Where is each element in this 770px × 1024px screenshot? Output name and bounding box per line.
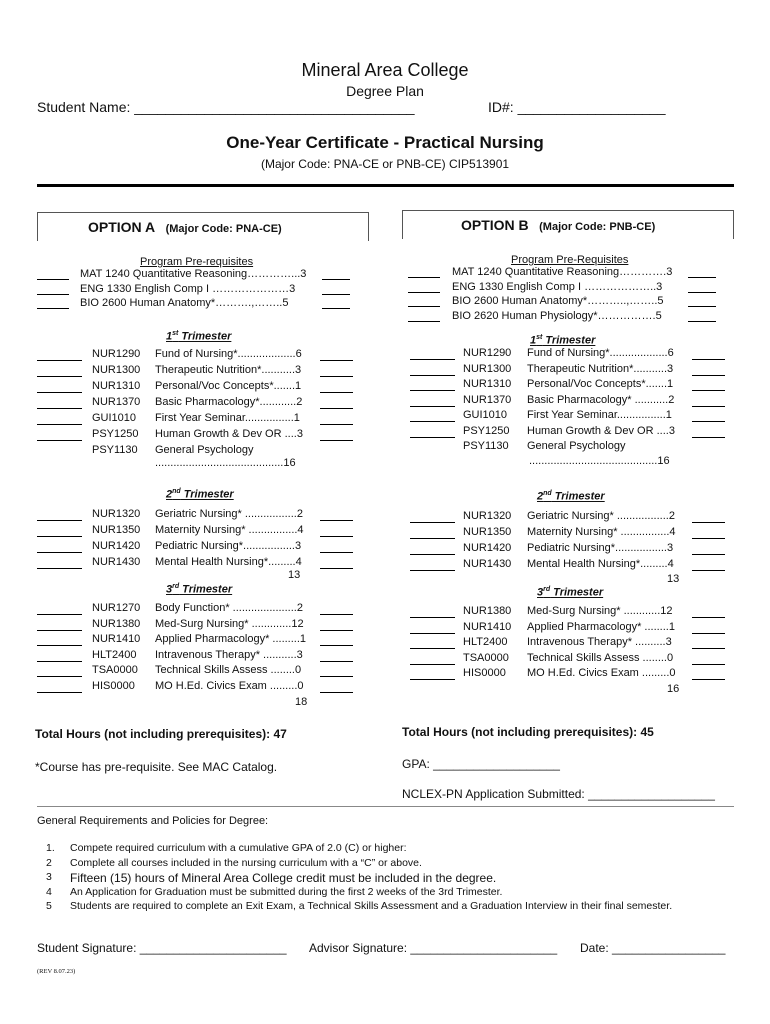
requirements-divider: [37, 806, 734, 807]
advisor-signature-field[interactable]: Advisor Signature: ______________________: [309, 941, 558, 955]
course-check-blank[interactable]: [410, 570, 455, 571]
requirement-number: 5: [46, 900, 52, 912]
course-grade-blank[interactable]: [692, 648, 725, 649]
prereq-line: BIO 2600 Human Anatomy*……….,……..5: [80, 297, 289, 309]
course-code: NUR1420: [92, 540, 141, 552]
option-b-t3-title: 3rd Trimester: [537, 586, 604, 599]
course-name: General Psychology: [155, 444, 254, 456]
option-b-t2-title: 2nd Trimester: [537, 490, 605, 503]
student-signature-field[interactable]: Student Signature: ______________________: [37, 941, 287, 955]
course-check-blank[interactable]: [410, 633, 455, 634]
course-grade-blank[interactable]: [320, 424, 353, 425]
option-a-t2-total: 13: [288, 569, 301, 581]
course-name: Personal/Voc Concepts*.......1: [155, 380, 302, 392]
prereq-line: BIO 2600 Human Anatomy*………..,……..5: [452, 295, 664, 307]
course-check-blank[interactable]: [37, 552, 82, 553]
course-name: Personal/Voc Concepts*.......1: [527, 378, 674, 390]
course-check-blank[interactable]: [37, 424, 82, 425]
course-code: NUR1410: [92, 633, 141, 645]
course-grade-blank[interactable]: [692, 522, 725, 523]
course-grade-blank[interactable]: [320, 552, 353, 553]
student-name-field[interactable]: Student Name: ____________________________________: [37, 99, 415, 115]
course-check-blank[interactable]: [410, 522, 455, 523]
course-check-blank[interactable]: [37, 536, 82, 537]
course-grade-blank[interactable]: [320, 568, 353, 569]
course-check-blank[interactable]: [37, 645, 82, 646]
college-name: Mineral Area College: [301, 60, 469, 80]
course-grade-blank[interactable]: [692, 406, 725, 407]
course-grade-blank[interactable]: [320, 536, 353, 537]
course-grade-blank[interactable]: [692, 421, 725, 422]
course-grade-blank[interactable]: [692, 679, 725, 680]
prereq-check-blank[interactable]: [37, 294, 69, 295]
course-code: PSY1130: [463, 440, 509, 452]
course-code: NUR1290: [463, 347, 512, 359]
option-a-header: [88, 219, 282, 237]
requirement-number: 3: [46, 871, 52, 883]
course-code: NUR1320: [92, 508, 141, 520]
course-check-blank[interactable]: [410, 679, 455, 680]
course-check-blank[interactable]: [410, 664, 455, 665]
course-check-blank[interactable]: [37, 614, 82, 615]
course-code: GUI1010: [92, 412, 137, 424]
course-name: Med-Surg Nursing* .............12: [155, 617, 304, 630]
option-b-title: OPTION B: [461, 217, 529, 233]
course-grade-blank[interactable]: [692, 390, 725, 391]
requirement-number: 2: [46, 856, 52, 869]
option-a-title: OPTION A: [88, 219, 156, 235]
course-code: NUR1300: [463, 362, 512, 375]
course-check-blank[interactable]: [37, 440, 82, 441]
course-grade-blank[interactable]: [320, 661, 353, 662]
course-name: Pediatric Nursing*.................3: [155, 540, 302, 552]
prereq-check-blank[interactable]: [37, 308, 69, 309]
course-check-blank[interactable]: [37, 520, 82, 521]
prereq-grade-blank[interactable]: [322, 279, 350, 280]
course-grade-blank[interactable]: [320, 360, 353, 361]
prereq-check-blank[interactable]: [408, 306, 440, 307]
course-code: NUR1320: [463, 510, 512, 522]
course-grade-blank[interactable]: [320, 440, 353, 441]
course-code: NUR1430: [463, 558, 512, 570]
course-code: NUR1380: [92, 617, 141, 630]
course-grade-blank[interactable]: [692, 437, 725, 438]
course-grade-blank[interactable]: [320, 376, 353, 377]
option-a-t1-total: ..........................................16: [155, 457, 296, 469]
course-check-blank[interactable]: [37, 360, 82, 361]
option-b-t3-total: 16: [667, 683, 680, 695]
course-code: NUR1380: [463, 605, 512, 617]
gpa-field[interactable]: GPA: ___________________: [402, 757, 560, 771]
course-code: GUI1010: [463, 409, 508, 421]
course-grade-blank[interactable]: [320, 520, 353, 521]
course-grade-blank[interactable]: [692, 375, 725, 376]
nclex-field[interactable]: NCLEX-PN Application Submitted: ___________________: [402, 787, 715, 801]
course-name: Intravenous Therapy* ...........3: [155, 648, 303, 661]
course-code: HIS0000: [463, 667, 506, 679]
course-code: PSY1130: [92, 444, 138, 456]
course-name: Maternity Nursing* ................4: [155, 524, 304, 536]
requirement-text: Fifteen (15) hours of Mineral Area College credit must be included in the degree.: [70, 871, 497, 885]
course-check-blank[interactable]: [410, 375, 455, 376]
course-name: Fund of Nursing*...................6: [155, 348, 302, 360]
option-a-t3-title: 3rd Trimester: [166, 583, 233, 596]
prereq-grade-blank[interactable]: [322, 294, 350, 295]
course-grade-blank[interactable]: [692, 664, 725, 665]
option-a-t3-total: 18: [295, 696, 308, 708]
course-grade-blank[interactable]: [320, 692, 353, 693]
requirements-title: General Requirements and Policies for Degree:: [37, 815, 269, 827]
course-code: HIS0000: [92, 679, 135, 692]
course-grade-blank[interactable]: [692, 570, 725, 571]
course-name: Geriatric Nursing* .................2: [527, 510, 675, 522]
course-grade-blank[interactable]: [692, 359, 725, 360]
course-name: Basic Pharmacology*............2: [155, 396, 303, 408]
option-a-total-hours: Total Hours (not including prerequisites): 47: [35, 727, 287, 741]
course-grade-blank[interactable]: [320, 614, 353, 615]
option-b-t1-title: 1st Trimester: [530, 334, 596, 347]
course-code: NUR1350: [463, 526, 512, 538]
course-code: NUR1290: [92, 348, 141, 360]
course-name: General Psychology: [527, 440, 626, 452]
option-b-prereq-title: Program Pre-Requisites: [511, 254, 629, 266]
course-code: HLT2400: [463, 636, 508, 648]
option-a-t1-title: 1st Trimester: [166, 330, 232, 343]
course-grade-blank[interactable]: [320, 630, 353, 631]
option-a-t2-title: 2nd Trimester: [166, 488, 234, 501]
course-name: Technical Skills Assess ........0: [527, 651, 674, 664]
prereq-check-blank[interactable]: [408, 277, 440, 278]
course-name: MO H.Ed. Civics Exam .........0: [155, 679, 304, 692]
course-code: NUR1370: [92, 396, 141, 408]
course-code: NUR1370: [463, 393, 512, 406]
prereq-line: MAT 1240 Quantitative Reasoning…………...3: [80, 268, 307, 280]
course-code: TSA0000: [92, 664, 138, 676]
course-name: First Year Seminar................1: [527, 409, 672, 421]
course-check-blank[interactable]: [410, 406, 455, 407]
course-name: Maternity Nursing* ................4: [527, 526, 676, 538]
course-check-blank[interactable]: [37, 376, 82, 377]
option-b-header: [461, 217, 655, 235]
prereq-grade-blank[interactable]: [688, 306, 716, 307]
course-grade-blank[interactable]: [320, 408, 353, 409]
course-code: NUR1310: [92, 380, 141, 392]
option-b-t1-total: ..........................................16: [529, 455, 670, 467]
course-name: Mental Health Nursing*.........4: [527, 558, 674, 570]
course-check-blank[interactable]: [410, 421, 455, 422]
page-title: One-Year Certificate - Practical Nursing: [226, 133, 544, 152]
course-code: NUR1420: [463, 542, 512, 554]
requirement-number: 1.: [46, 842, 55, 854]
course-check-blank[interactable]: [37, 408, 82, 409]
course-grade-blank[interactable]: [692, 617, 725, 618]
prereq-grade-blank[interactable]: [688, 277, 716, 278]
course-check-blank[interactable]: [37, 692, 82, 693]
course-name: MO H.Ed. Civics Exam .........0: [527, 667, 676, 679]
prereq-footnote: *Course has pre-requisite. See MAC Catalog.: [35, 760, 278, 774]
course-check-blank[interactable]: [410, 390, 455, 391]
option-b-t2-total: 13: [667, 573, 680, 585]
course-name: Human Growth & Dev OR ....3: [527, 424, 675, 437]
course-check-blank[interactable]: [410, 538, 455, 539]
course-name: Applied Pharmacology* .........1: [155, 633, 307, 645]
course-check-blank[interactable]: [410, 617, 455, 618]
course-check-blank[interactable]: [410, 437, 455, 438]
requirement-text: Compete required curriculum with a cumulative GPA of 2.0 (C) or higher:: [70, 842, 407, 854]
course-name: Basic Pharmacology* ...........2: [527, 393, 675, 406]
course-grade-blank[interactable]: [320, 676, 353, 677]
course-name: Technical Skills Assess ........0: [155, 664, 302, 676]
prereq-check-blank[interactable]: [408, 292, 440, 293]
course-check-blank[interactable]: [410, 554, 455, 555]
course-name: Therapeutic Nutrition*...........3: [527, 362, 674, 375]
option-a-code: (Major Code: PNA-CE): [165, 223, 282, 235]
course-grade-blank[interactable]: [692, 554, 725, 555]
option-b-total-hours: Total Hours (not including prerequisites): 45: [402, 725, 654, 739]
course-code: NUR1270: [92, 602, 141, 614]
prereq-line: ENG 1330 English Comp I ………………..3: [452, 280, 663, 293]
course-name: Applied Pharmacology* ........1: [527, 620, 675, 633]
course-name: Intravenous Therapy* ..........3: [527, 636, 672, 648]
course-grade-blank[interactable]: [692, 538, 725, 539]
course-name: Therapeutic Nutrition*...........3: [155, 364, 302, 376]
course-code: PSY1250: [92, 428, 139, 440]
requirement-number: 4: [46, 885, 52, 898]
course-name: Geriatric Nursing* .................2: [155, 508, 303, 520]
course-name: Mental Health Nursing*.........4: [155, 556, 302, 568]
prereq-line: MAT 1240 Quantitative Reasoning………….3: [452, 266, 673, 278]
course-grade-blank[interactable]: [692, 633, 725, 634]
student-id-field[interactable]: ID#: ___________________: [488, 99, 666, 115]
course-code: PSY1250: [463, 424, 510, 437]
course-check-blank[interactable]: [37, 661, 82, 662]
prereq-line: BIO 2620 Human Physiology*…………….5: [452, 309, 662, 322]
date-field[interactable]: Date: _________________: [580, 941, 726, 955]
course-name: Fund of Nursing*...................6: [527, 347, 674, 359]
option-b-code: (Major Code: PNB-CE): [539, 221, 656, 233]
course-name: Body Function* .....................2: [155, 602, 303, 614]
course-grade-blank[interactable]: [320, 392, 353, 393]
course-check-blank[interactable]: [410, 359, 455, 360]
requirement-text: Students are required to complete an Exit Exam, a Technical Skills Assessment and a Graduation Interview in their final semester.: [70, 900, 673, 912]
course-name: Med-Surg Nursing* ............12: [527, 605, 673, 617]
course-check-blank[interactable]: [37, 676, 82, 677]
course-code: NUR1410: [463, 620, 512, 633]
course-name: First Year Seminar................1: [155, 412, 300, 424]
prereq-check-blank[interactable]: [37, 279, 69, 280]
course-code: NUR1350: [92, 524, 141, 536]
course-name: Pediatric Nursing*.................3: [527, 542, 674, 554]
course-check-blank[interactable]: [410, 648, 455, 649]
revision-note: (REV 8.07.23): [37, 968, 76, 975]
course-code: NUR1310: [463, 378, 512, 390]
course-code: HLT2400: [92, 648, 137, 661]
course-check-blank[interactable]: [37, 568, 82, 569]
course-code: NUR1300: [92, 364, 141, 376]
course-check-blank[interactable]: [37, 630, 82, 631]
prereq-grade-blank[interactable]: [322, 308, 350, 309]
course-name: Human Growth & Dev OR ....3: [155, 428, 303, 440]
prereq-line: ENG 1330 English Comp I …………………3: [80, 282, 296, 295]
course-grade-blank[interactable]: [320, 645, 353, 646]
course-code: TSA0000: [463, 651, 509, 664]
prereq-grade-blank[interactable]: [688, 321, 716, 322]
course-check-blank[interactable]: [37, 392, 82, 393]
header-divider: [37, 184, 734, 187]
prereq-check-blank[interactable]: [408, 321, 440, 322]
page-subtitle: (Major Code: PNA-CE or PNB-CE) CIP513901: [260, 157, 510, 171]
course-code: NUR1430: [92, 556, 141, 568]
requirement-text: An Application for Graduation must be submitted during the first 2 weeks of the 3rd Trimester.: [70, 885, 503, 898]
option-a-prereq-title: Program Pre-requisites: [140, 256, 254, 268]
requirement-text: Complete all courses included in the nursing curriculum with a “C” or above.: [70, 856, 422, 869]
prereq-grade-blank[interactable]: [688, 292, 716, 293]
document-type: Degree Plan: [346, 83, 424, 99]
